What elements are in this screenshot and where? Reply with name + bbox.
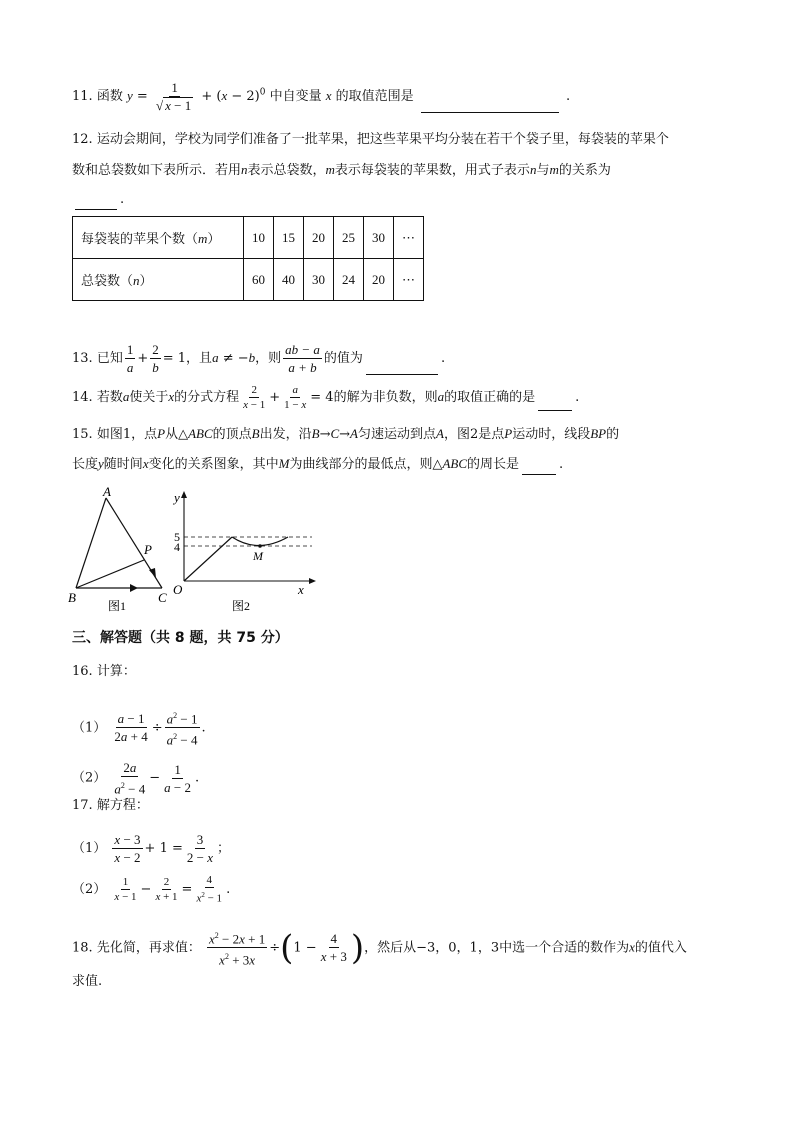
apple-table: [72, 216, 424, 301]
question-18-line2: 求值.: [72, 974, 103, 989]
table-cell: ⋯: [394, 217, 424, 259]
table-row-label: 总袋数（n）: [73, 259, 244, 301]
arrow-icon: [130, 584, 138, 592]
question-15-line2: 长度y随时间x变化的关系图象，其中M为曲线部分的最低点，则△ABC的周长是 .: [72, 454, 563, 475]
question-number: 11.: [72, 89, 93, 104]
question-number: 16.: [72, 664, 93, 679]
svg-text:B: B: [68, 590, 76, 605]
answer-blank[interactable]: [421, 98, 559, 113]
table-row-label: 每袋装的苹果个数（m）: [73, 217, 244, 259]
q15-figures: [66, 484, 326, 619]
question-number: 15.: [72, 427, 93, 442]
table-cell: ⋯: [394, 259, 424, 301]
table-cell: 15: [274, 217, 304, 259]
table-cell: 24: [334, 259, 364, 301]
question-number: 12.: [72, 132, 93, 147]
svg-text:O: O: [173, 582, 183, 597]
question-12-line2: 数和总袋数如下表所示．若用n表示总袋数，m表示每袋装的苹果数，用式子表示n与m的关系为: [72, 162, 611, 178]
table-cell: 10: [244, 217, 274, 259]
fraction: $\frac{1}{√ x - 1}$: [155, 80, 192, 113]
question-number: 17.: [72, 798, 93, 813]
question-16: 16. 计算：: [72, 664, 136, 679]
question-15: 15. 如图1，点P从△ABC的顶点B出发，沿B→C→A匀速运动到点A，图2是点P运动时，线段BP的: [72, 426, 620, 442]
svg-text:x: x: [298, 582, 304, 597]
section-title: 三、解答题（共 8 题，共 75 分）: [72, 630, 289, 646]
question-12-line3: .: [72, 190, 124, 210]
question-number: 14.: [72, 390, 93, 405]
question-16-part2: （2） $\frac{2a}{a^2 - 4}$ − $\frac{1}{a - 2}$ .: [72, 760, 200, 797]
svg-text:A: A: [103, 484, 111, 499]
question-17: 17. 解方程：: [72, 798, 149, 813]
table-row: [73, 217, 424, 259]
question-16-part1: （1） $\frac{a - 1}{2a + 4}$ ÷ $\frac{a^2 - 1}{a^2 - 4}$ .: [72, 708, 206, 748]
svg-text:图2: 图2: [232, 599, 251, 613]
question-number: 13.: [72, 351, 93, 366]
table-cell: 60: [244, 259, 274, 301]
answer-blank[interactable]: [522, 460, 556, 475]
question-18: 18. 先化简，再求值： $\frac{x^2 - 2x + 1}{x^2 + 3x}$ ÷(1 − $\frac{4}{x + 3}$ )，然后从−3，0，1，3中选一个合适的数作为x的值代入: [72, 927, 687, 968]
table-cell: 20: [364, 259, 394, 301]
table-row: [73, 259, 424, 301]
svg-text:4: 4: [174, 540, 180, 554]
svg-text:图1: 图1: [108, 599, 127, 613]
figure-2-graph: [172, 490, 316, 613]
table-cell: 40: [274, 259, 304, 301]
figure-1-triangle: [68, 484, 167, 613]
answer-blank[interactable]: [75, 195, 117, 210]
question-12: 12. 运动会期间，学校为同学们准备了一批苹果，把这些苹果平均分装在若干个袋子里，每袋装的苹果个: [72, 132, 669, 147]
answer-blank[interactable]: [538, 396, 572, 411]
table-cell: 30: [364, 217, 394, 259]
question-13: 13. 已知 $\frac{1}{a}$ + $\frac{2}{b}$ = 1，且a ≠ −b，则 $\frac{ab - a}{a + b}$ 的值为 .: [72, 342, 446, 375]
svg-text:C: C: [158, 590, 167, 605]
svg-text:5: 5: [174, 530, 180, 544]
question-11: 11. 函数 y = $\frac{1}{√ x - 1}$ + $(x - 2)^0$ 中自变量 x 的取值范围是 .: [72, 80, 571, 113]
svg-text:M: M: [253, 549, 263, 563]
question-17-part1: （1） $\frac{x - 3}{x - 2}$ + 1 = $\frac{3}{2 - x}$ ；: [72, 832, 231, 865]
question-14: 14. 若数a使关于x的分式方程 $\frac{2}{x - 1}$ + $\frac{a}{1 - x}$ = 4的解为非负数，则a的取值正确的是 .: [72, 384, 580, 411]
question-17-part2: （2） $\frac{1}{x - 1}$ − $\frac{2}{x + 1}$ = $\frac{4}{x^2 - 1}$ .: [72, 874, 231, 905]
table-cell: 25: [334, 217, 364, 259]
svg-text:y: y: [174, 490, 180, 505]
svg-text:P: P: [144, 542, 152, 557]
table-cell: 30: [304, 259, 334, 301]
answer-blank[interactable]: [366, 360, 438, 375]
question-number: 18.: [72, 940, 93, 956]
table-cell: 20: [304, 217, 334, 259]
